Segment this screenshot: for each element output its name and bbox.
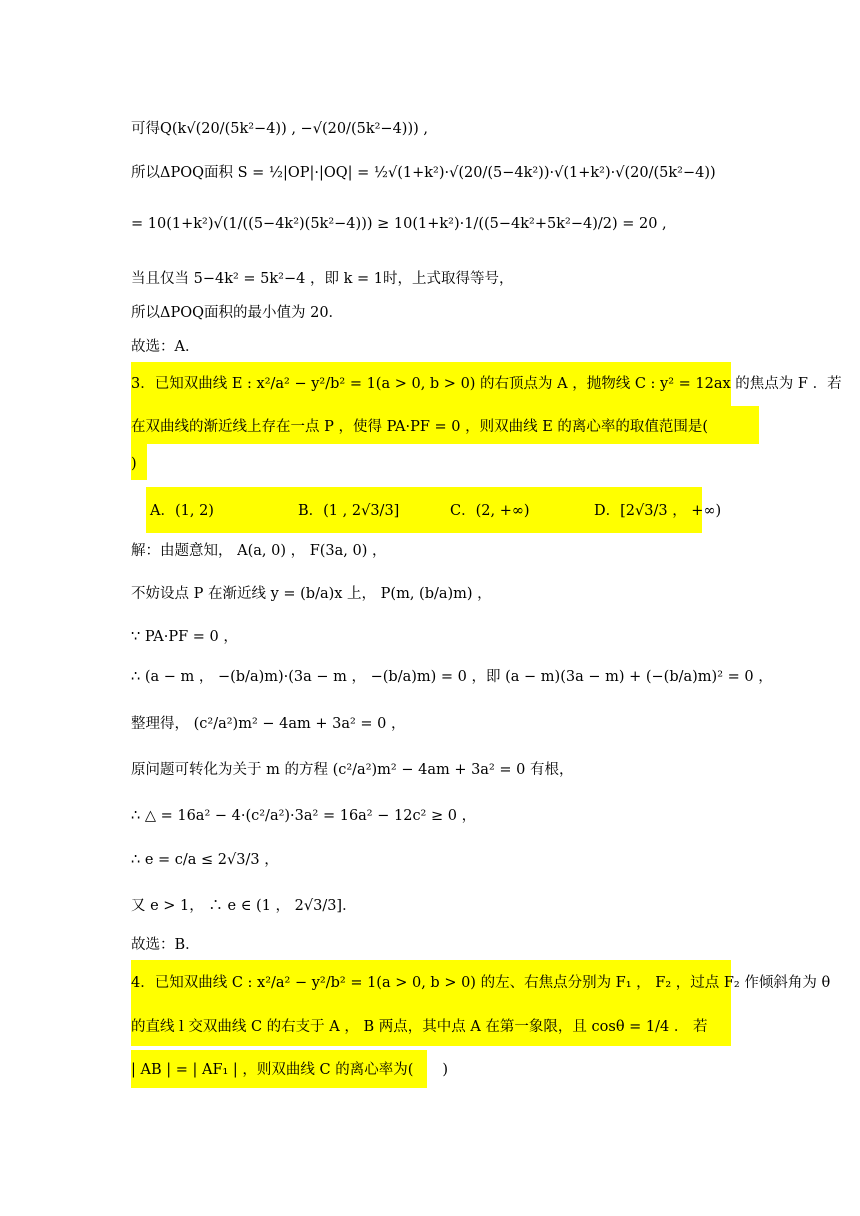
q4-stem-line2: 的直线 l 交双曲线 C 的右支于 A ， B 两点，其中点 A 在第一象限，且 cosθ = 1/4 ． 若: [131, 1019, 708, 1035]
sol3-line-convert: 原问题可转化为关于 m 的方程 (c²/a²)m² − 4am + 3a² = 0 有根，: [131, 762, 574, 778]
solution-line-equality-condition: 当且仅当 5−4k² = 5k²−4 ，即 k = 1时，上式取得等号，: [131, 271, 514, 287]
q3-option-d: D．[2√3/3 ， +∞): [594, 503, 722, 519]
q3-stem-line1: 3．已知双曲线 E : x²/a² − y²/b² = 1(a > 0, b > 0) 的右顶点为 A ，抛物线 C : y² = 12ax 的焦点为 F ．若: [131, 376, 842, 392]
q3-option-a: A．(1, 2): [150, 503, 214, 519]
q4-stem-line3: | AB | = | AF₁ | ，则双曲线 C 的离心率为( ): [131, 1062, 449, 1078]
sol3-line-expand: ∴ (a − m ， −(b/a)m)·(3a − m ， −(b/a)m) = 0 ，即 (a − m)(3a − m) + (−(b/a)m)² = 0 ，: [131, 669, 773, 685]
sol3-line-e-bound: ∴ e = c/a ≤ 2√3/3 ，: [131, 852, 279, 868]
q3-stem-line3: ): [131, 456, 137, 472]
sol3-line-answer-b: 故选：B．: [131, 937, 200, 953]
sol3-line-discriminant: ∴ △ = 16a² − 4·(c²/a²)·3a² = 16a² − 12c² ≥ 0 ，: [131, 808, 477, 824]
solution-line-area-formula: 所以ΔPOQ面积 S = ½|OP|·|OQ| = ½√(1+k²)·√(20/(5−4k²))·√(1+k²)·√(20/(5k²−4)): [131, 165, 716, 181]
solution-line-answer-a: 故选：A．: [131, 339, 200, 355]
sol3-line-dot-product: ∵ PA·PF = 0 ，: [131, 629, 238, 645]
sol3-line-simplify: 整理得， (c²/a²)m² − 4am + 3a² = 0 ，: [131, 716, 406, 732]
solution-line-q-coords: 可得Q(k√(20/(5k²−4)) , −√(20/(5k²−4))) ,: [131, 121, 428, 137]
q3-stem-line2: 在双曲线的渐近线上存在一点 P ，使得 PA·PF = 0 ，则双曲线 E 的离心率的取值范围是(: [131, 419, 709, 435]
solution-line-min-area: 所以ΔPOQ面积的最小值为 20．: [131, 305, 344, 321]
solution-line-inequality: = 10(1+k²)√(1/((5−4k²)(5k²−4))) ≥ 10(1+k²)·1/((5−4k²+5k²−4)/2) = 20 ,: [131, 216, 667, 232]
sol3-line-set-p: 不妨设点 P 在渐近线 y = (b/a)x 上， P(m, (b/a)m) ，: [131, 586, 492, 602]
q4-stem-line1: 4．已知双曲线 C : x²/a² − y²/b² = 1(a > 0, b > 0) 的左、右焦点分别为 F₁ ， F₂ ，过点 F₂ 作倾斜角为 θ: [131, 975, 831, 991]
q3-option-b: B．(1 , 2√3/3]: [298, 503, 400, 519]
q3-option-c: C．(2, +∞): [450, 503, 530, 519]
sol3-line-given: 解：由题意知， A(a, 0) ， F(3a, 0) ，: [131, 543, 387, 559]
sol3-line-e-range: 又 e > 1， ∴ e ∈ (1 ， 2√3/3]．: [131, 898, 357, 914]
